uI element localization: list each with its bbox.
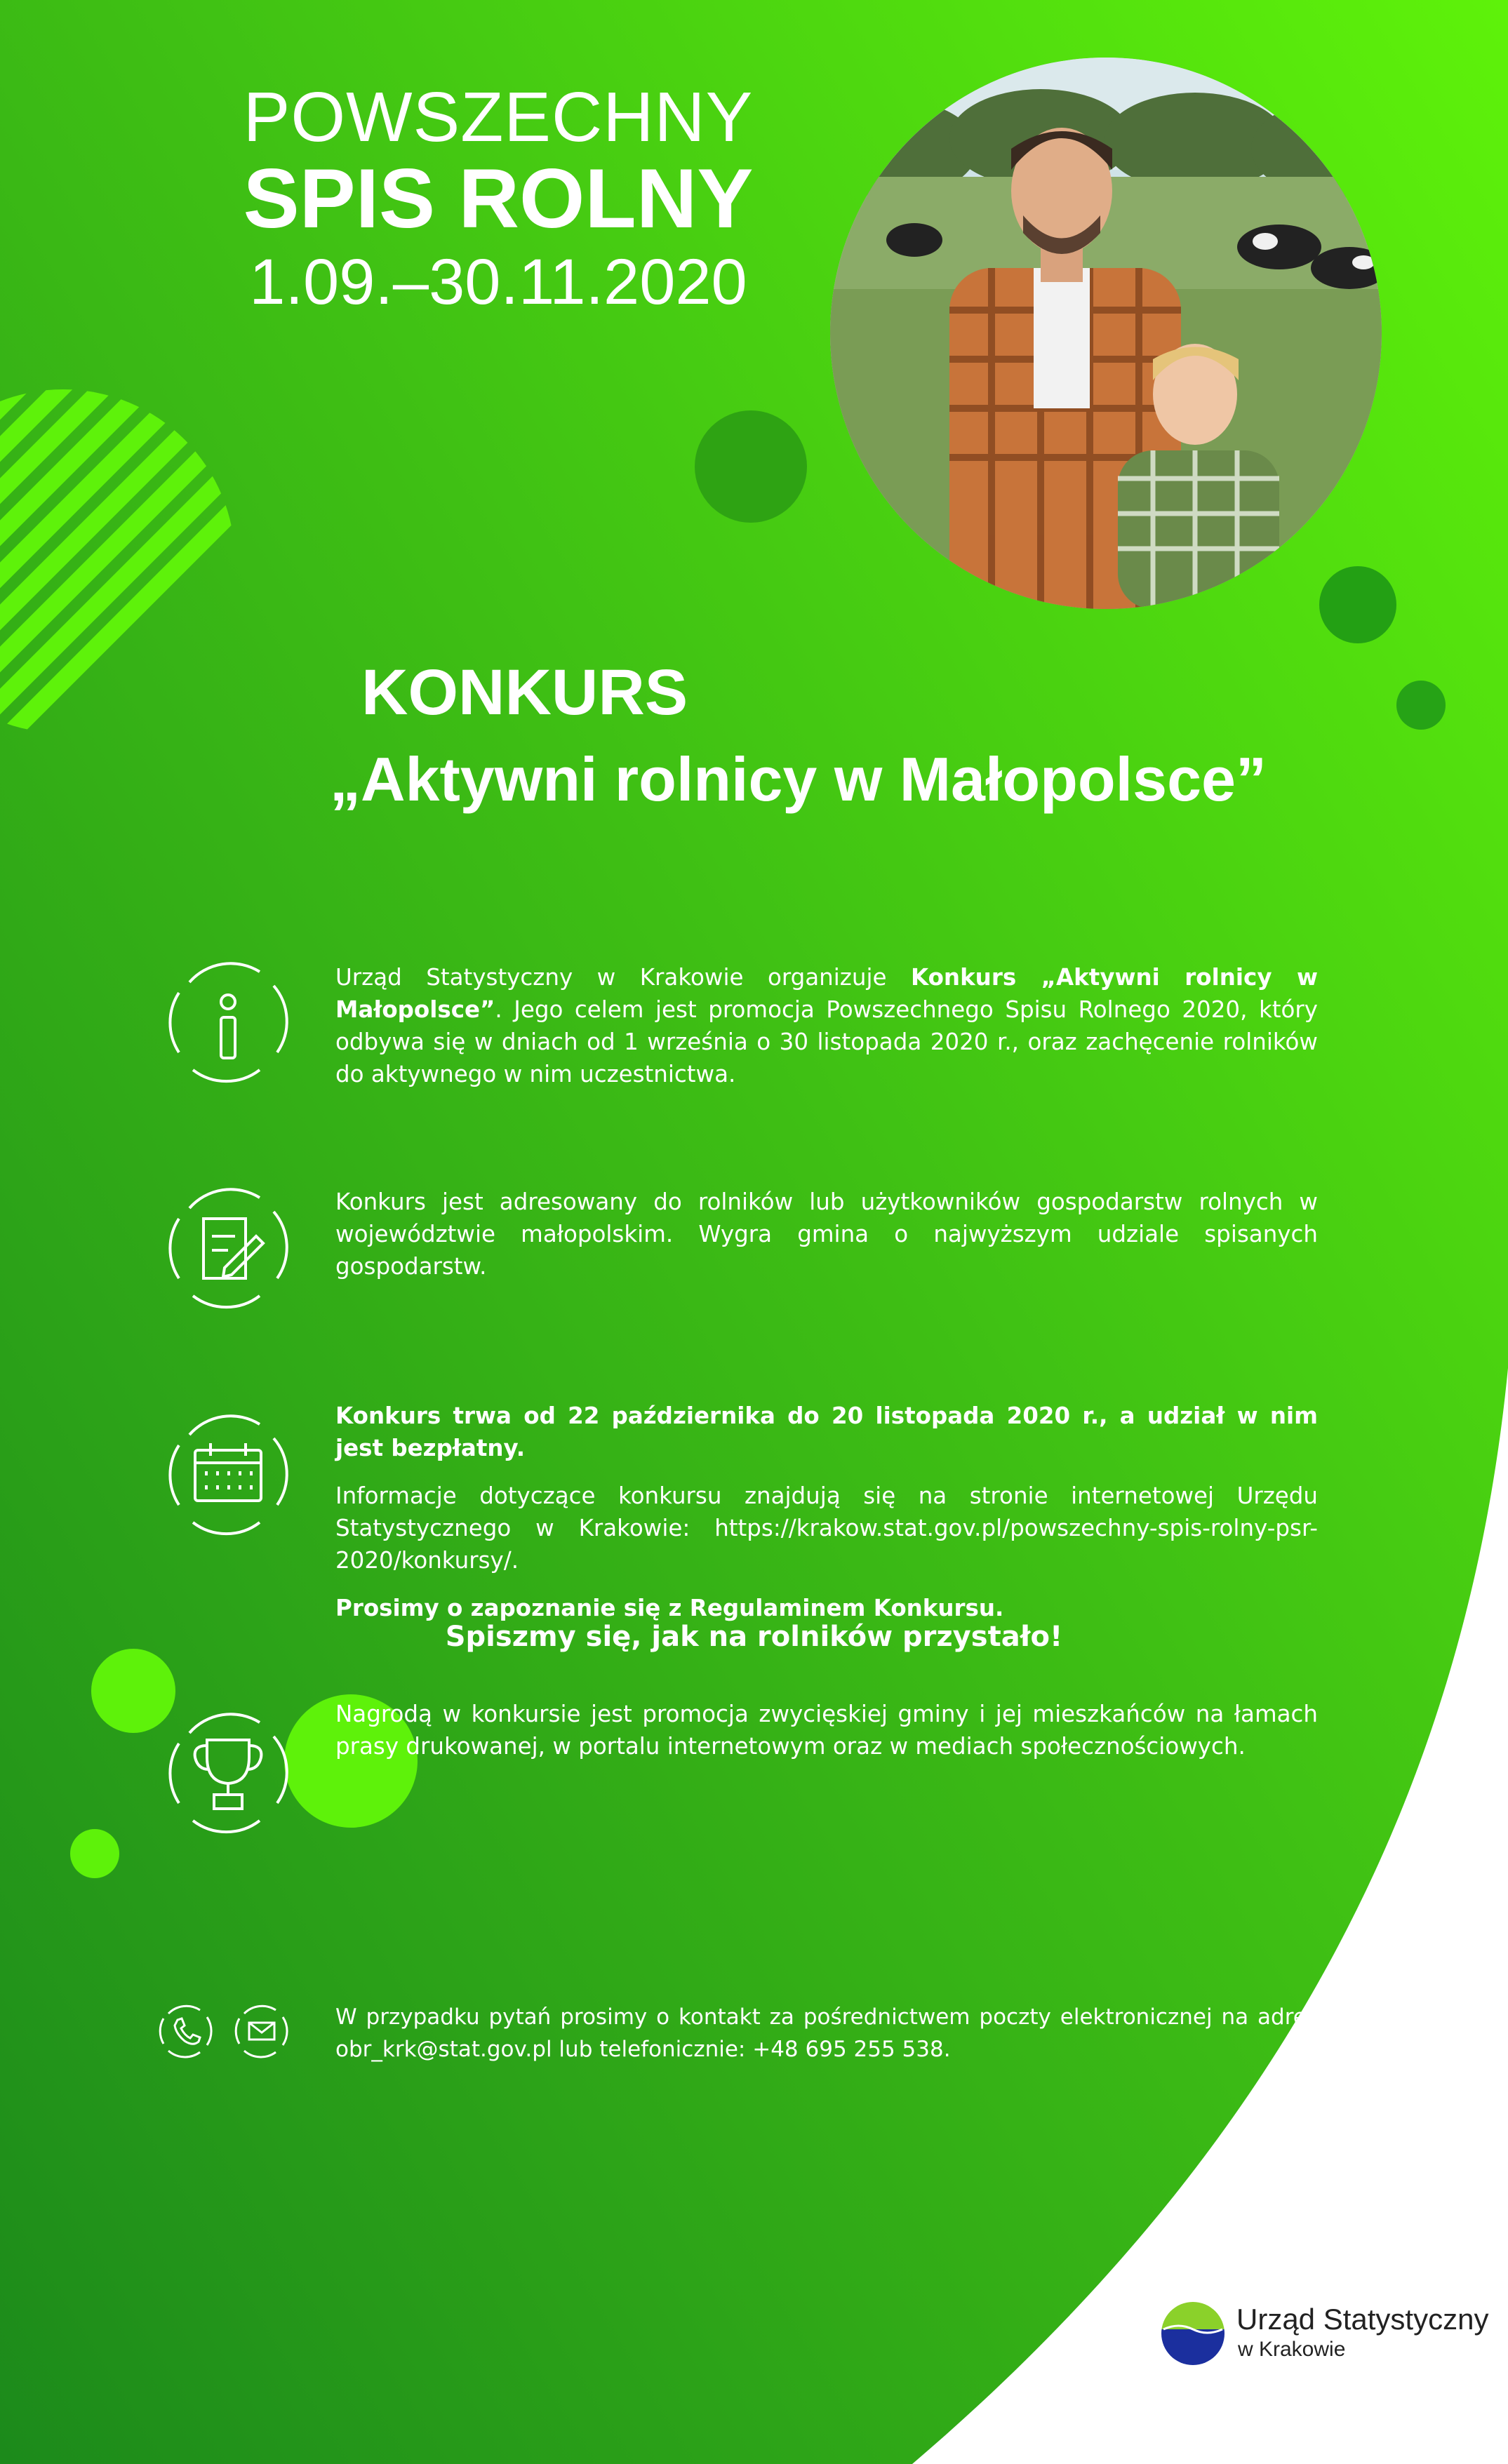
statistics-logo-icon [1158,2286,1228,2384]
prize-text: Nagrodą w konkursie jest promocja zwycięskiej gminy i jej mieszkańców na łamach prasy drukowanej, w portalu internetowym oraz w mediach społecznościowych. [335,1701,1318,1760]
trophy-icon [161,1705,295,1838]
dates-paragraph [335,1400,1318,1624]
dot [695,410,807,523]
phone-icon [158,2003,214,2059]
dot [1319,566,1396,643]
audience-text: Konkurs jest adresowany do rolników lub użytkowników gospodarstw rolnych w województwie małopolskim. Wygra gmina o najwyższym udziale spisanych gospodarstw. [335,1189,1318,1280]
farmer-photo [830,58,1382,609]
regulations-note: Prosimy o zapoznanie się z Regulaminem Konkursu. [335,1595,1004,1621]
contact-text: W przypadku pytań prosimy o kontakt za pośrednictwem poczty elektronicznej na adres obr_krk@stat.gov.pl lub telefonicznie: +48 695 255 538. [335,2004,1318,2062]
info-paragraph [335,961,1318,1090]
slogan: Spiszmy się, jak na rolników przystało! [445,1621,1063,1653]
office-logo [1158,2286,1489,2384]
calendar-icon [161,1407,295,1540]
info-icon [161,954,295,1087]
info-text-bold: Konkurs „Aktywni rolnicy w Małopolsce” [335,964,1318,1023]
info-text-before: Urząd Statystyczny w Krakowie organizuje [335,964,911,991]
form-edit-icon [161,1180,295,1313]
audience-paragraph [335,1186,1318,1283]
header-dates: 1.09.–30.11.2020 [249,246,747,318]
info-text-after: . Jego celem jest promocja Powszechnego Spisu Rolnego 2020, który odbywa się w dniach od 1 września o 30 listopada 2020 r., oraz zachęcenie rolników do aktywnego w nim uczestnictwa. [335,996,1318,1087]
dates-bold-text: Konkurs trwa od 22 października do 20 listopada 2020 r., a udział w nim jest bezpłatny. [335,1402,1318,1461]
contest-title: KONKURS [361,657,688,728]
header-line2: SPIS ROLNY [243,152,754,246]
mail-icon [234,2003,290,2059]
logo-line1: Urząd Statystyczny [1236,2303,1489,2336]
contest-subtitle: „Aktywni rolnicy w Małopolsce” [330,744,1267,814]
dot [1396,681,1446,730]
dot [70,1829,119,1878]
dates-info-text: Informacje dotyczące konkursu znajdują się na stronie internetowej Urzędu Statystycznego w Krakowie: https://krakow.stat.gov.pl/powszechny-spis-rolny-psr-2020/konkursy/. [335,1482,1318,1574]
logo-line2: w Krakowie [1238,2338,1346,2361]
farmers-illustration [830,58,1382,609]
header-line1: POWSZECHNY [243,78,754,156]
contact-paragraph [335,2001,1318,2065]
campaign-header [232,78,765,318]
prize-paragraph [335,1698,1318,1762]
